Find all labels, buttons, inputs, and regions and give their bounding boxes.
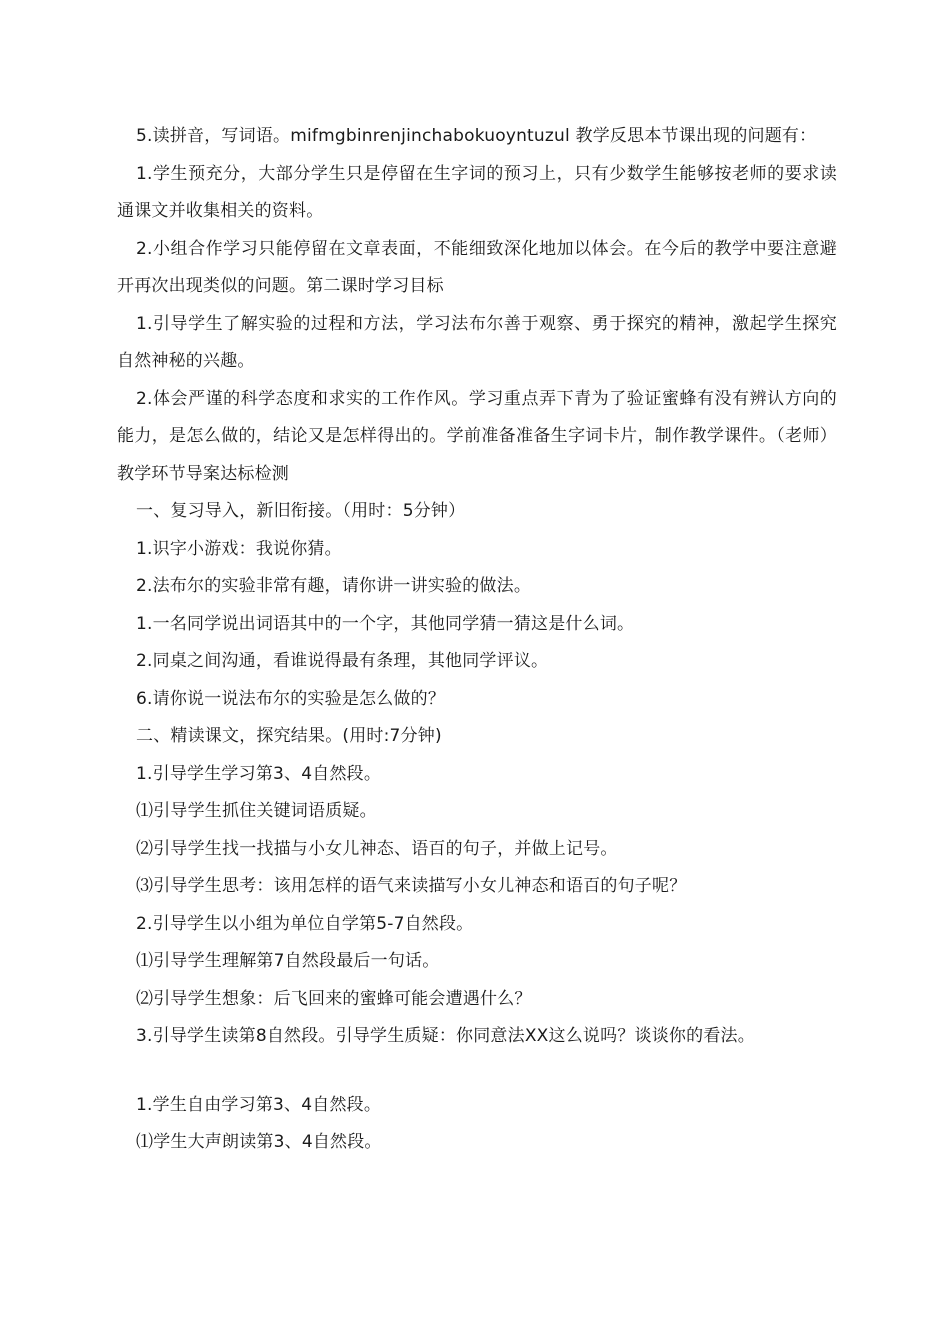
paragraph: ⑴引导学生理解第7自然段最后一句话。 <box>136 951 440 971</box>
paragraph: 1.学生预充分，大部分学生只是停留在生字词的预习上，只有少数学生能够按老师的要求读通课文并收集相关的资料。 <box>117 163 837 221</box>
paragraph: 2.体会严谨的科学态度和求实的工作作风。学习重点弄下青为了验证蜜蜂有没有辨认方向的能力，是怎么做的，结论又是怎样得出的。学前准备准备生字词卡片，制作教学课件。（老师）教学环节导案达标检测 <box>117 388 837 484</box>
paragraph: 2.法布尔的实验非常有趣，请你讲一讲实验的做法。 <box>136 576 532 596</box>
section-heading: 二、精读课文，探究结果。(用时:7分钟) <box>136 726 442 746</box>
paragraph: 1.学生自由学习第3、4自然段。 <box>136 1094 382 1115</box>
paragraph: 2.小组合作学习只能停留在文章表面，不能细致深化地加以体会。在今后的教学中要注意避开再次出现类似的问题。第二课时学习目标 <box>117 238 837 296</box>
paragraph: 1.识字小游戏：我说你猜。 <box>136 538 342 559</box>
paragraph: 5.读拼音，写词语。mifmgbinrenjinchabokuoyntuzul 教学反思本节课出现的问题有： <box>136 126 817 146</box>
paragraph: 3.引导学生读第8自然段。引导学生质疑：你同意法XX这么说吗？谈谈你的看法。 <box>136 1026 755 1046</box>
section-heading: 一、复习导入，新旧衔接。（用时：5分钟） <box>136 501 466 521</box>
paragraph: ⑵引导学生想象：后飞回来的蜜蜂可能会遭遇什么？ <box>136 988 532 1009</box>
paragraph: 2.同桌之间沟通，看谁说得最有条理，其他同学评议。 <box>136 651 549 671</box>
paragraph: 6.请你说一说法布尔的实验是怎么做的？ <box>136 688 446 709</box>
paragraph: ⑴学生大声朗读第3、4自然段。 <box>136 1132 382 1152</box>
paragraph: 2.引导学生以小组为单位自学第5-7自然段。 <box>136 913 474 934</box>
paragraph: 1.一名同学说出词语其中的一个字，其他同学猜一猜这是什么词。 <box>136 613 635 634</box>
paragraph: ⑵引导学生找一找描与小女儿神态、语百的句子，并做上记号。 <box>136 838 618 859</box>
document-body <box>117 118 837 1162</box>
paragraph: 1.引导学生学习第3、4自然段。 <box>136 763 382 784</box>
blank-line <box>117 1056 837 1087</box>
paragraph: ⑴引导学生抓住关键词语质疑。 <box>136 801 377 821</box>
paragraph: 1.引导学生了解实验的过程和方法，学习法布尔善于观察、勇于探究的精神，激起学生探究自然神秘的兴趣。 <box>117 313 837 371</box>
paragraph: ⑶引导学生思考：该用怎样的语气来读描写小女儿神态和语百的句子呢？ <box>136 876 687 896</box>
